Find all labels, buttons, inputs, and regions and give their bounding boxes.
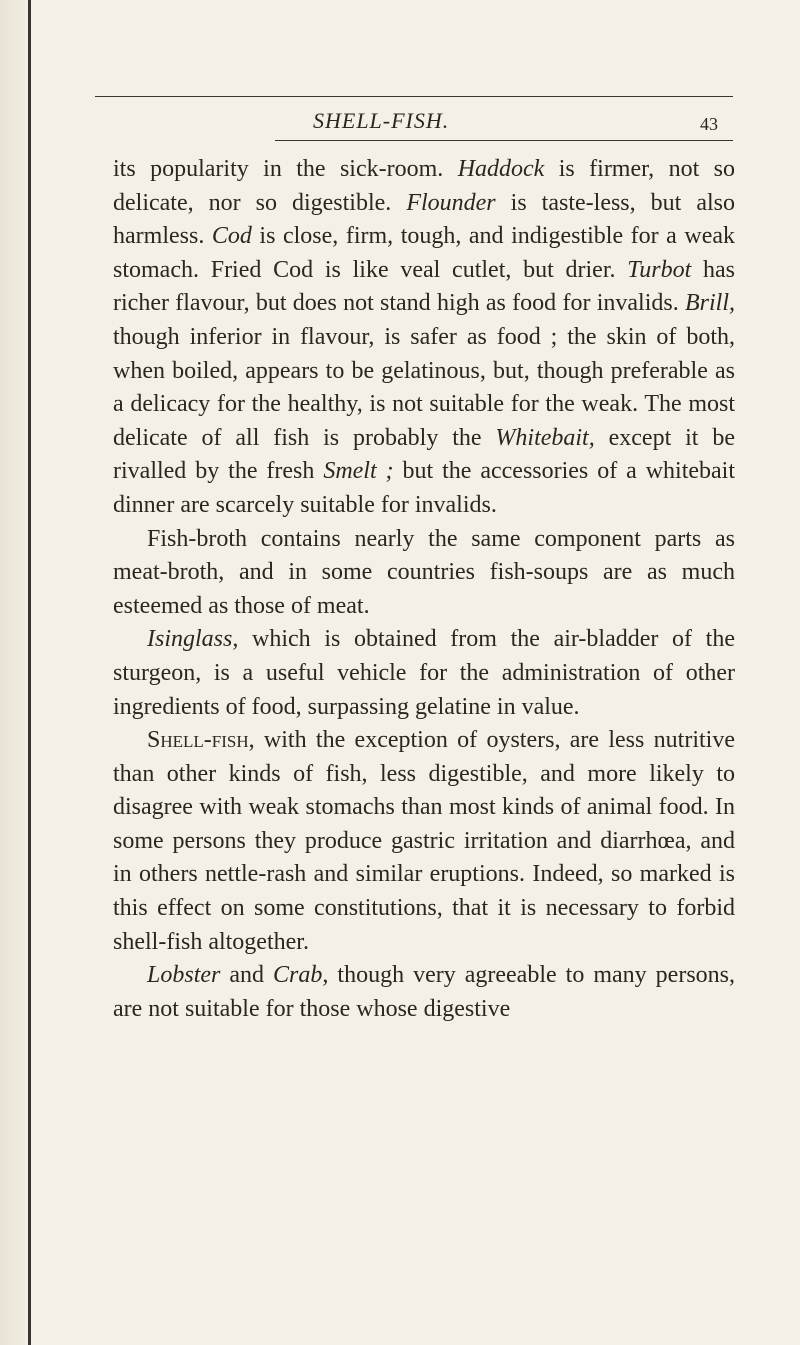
- gutter-edge: [28, 0, 31, 1345]
- header-rule: [275, 140, 733, 141]
- paragraph-lobster-crab: Lobster and Crab, though very agreeable to many persons, are not suitable for those whose digestive: [113, 962, 735, 1022]
- body-text: [113, 153, 735, 1026]
- page-number: 43: [700, 114, 718, 134]
- term-cod: Cod: [211, 223, 252, 250]
- running-head: SHELL-FISH.: [313, 108, 450, 133]
- book-gutter: [0, 0, 30, 1345]
- term-flounder: Flounder: [406, 189, 496, 216]
- paragraph-shell-fish: Shell-fish, with the exception of oysters, are less nutritive than other kinds of fish, less digestible, and more likely to disagree with weak stomachs than most kinds of animal food. In some persons they produce gastric irritation and diarrhœa, and in others nettle-rash and similar eruptions. Indeed, so marked is this effect on some constitutions, that it is necessary to forbid shell-fish altogether.: [113, 727, 735, 955]
- paragraph-isinglass: Isinglass, which is obtained from the air-bladder of the sturgeon, is a useful vehicle for the administration of other ingredients of food, surpassing gelatine in value.: [113, 626, 735, 720]
- top-rule: [95, 96, 733, 97]
- term-brill: Brill,: [684, 290, 735, 317]
- term-haddock: Haddock: [457, 156, 545, 182]
- term-lobster: Lobster: [147, 962, 221, 989]
- term-smelt: Smelt ;: [323, 458, 394, 485]
- term-isinglass: Isinglass,: [147, 626, 239, 653]
- paragraph-fish-broth: Fish-broth contains nearly the same component parts as meat-broth, and in some countries fish-soups are as much esteemed as those of meat.: [113, 525, 735, 619]
- paragraph-fish-kinds: its popularity in the sick-room. Haddock is firmer, not so delicate, nor so digestible. Flounder is taste-less, but also harmless. Cod is close, firm, tough, and indigestible for a weak stomach. Fried Cod is like veal cutlet, but drier. Turbot has richer flavour, but does not stand high as food for invalids. Brill, though inferior in flavour, is safer as food ; the skin of both, when boiled, appears to be gelatinous, but, though preferable as a delicacy for the healthy, is not suitable for the weak. The most delicate of all fish is probably the Whitebait, except it be rivalled by the fresh Smelt ; but the accessories of a whitebait dinner are scarcely suitable for invalids.: [113, 156, 736, 518]
- term-shell-fish: Shell-fish,: [147, 727, 255, 754]
- term-whitebait: Whitebait,: [495, 424, 595, 451]
- term-turbot: Turbot: [627, 256, 692, 283]
- term-crab: Crab,: [273, 962, 329, 989]
